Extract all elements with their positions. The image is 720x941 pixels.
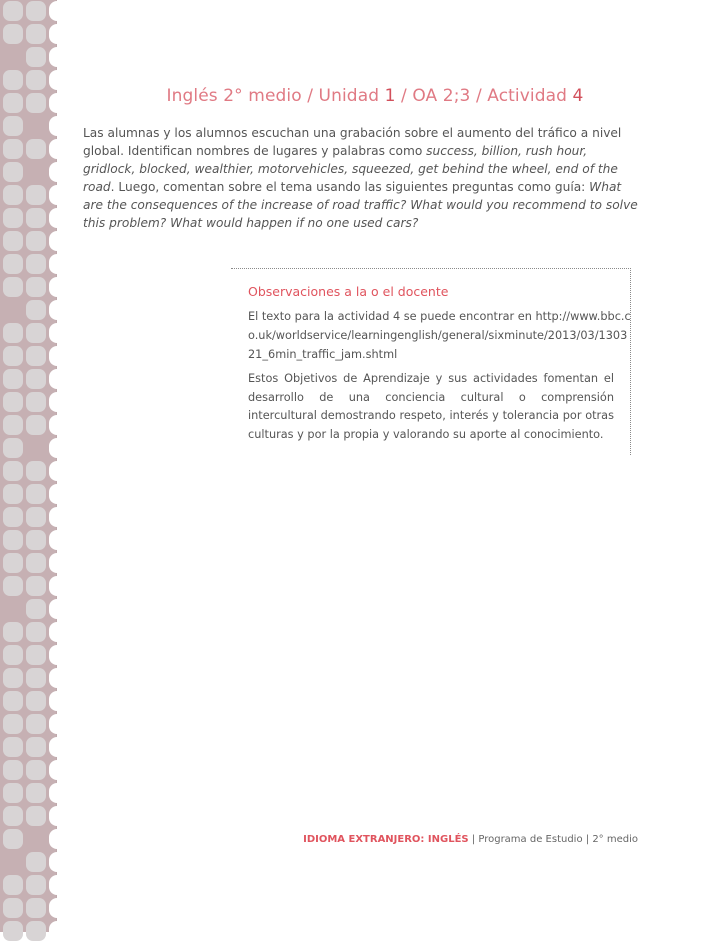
footer-grade: 2° medio — [592, 834, 638, 845]
title-middle: / OA 2;3 / Actividad — [395, 86, 573, 106]
page-footer — [303, 834, 638, 845]
intro-text-continued: . Luego, comentan sobre el tema usando las siguientes preguntas como guía: — [110, 180, 590, 194]
footer-subject: IDIOMA EXTRANJERO: INGLÉS — [303, 834, 469, 845]
page-title — [0, 86, 720, 106]
teacher-notes-heading: Observaciones a la o el docente — [248, 284, 449, 299]
title-prefix: Inglés 2° medio / Unidad — [166, 86, 385, 106]
teacher-notes-source: El texto para la actividad 4 se puede encontrar en http://www.bbc.co.uk/worldservice/learningenglish/general/sixminute/2013/03/130321_6min_traffic_jam.shtml — [248, 310, 631, 361]
decorative-left-border — [0, 0, 57, 932]
footer-separator: | — [582, 834, 593, 845]
teacher-notes-objectives: Estos Objetivos de Aprendizaje y sus actividades fomentan el desarrollo de una conciencia cultural o comprensión intercultural demostrando respeto, interés y tolerancia por otras culturas y por la propia y valorando su aporte al conocimiento. — [248, 372, 614, 441]
title-activity-number: 4 — [572, 86, 584, 106]
footer-program: Programa de Estudio — [478, 834, 583, 845]
vocabulary-list: success, billion, rush hour, gridlock, blocked, wealthier, motorvehicles, squeezed, get behind the wheel, end of the road — [83, 144, 618, 194]
intro-text: Las alumnas y los alumnos escuchan una grabación sobre el aumento del tráfico a nivel global. Identifican nombres de lugares y palabras como — [83, 126, 622, 158]
title-unit-number: 1 — [384, 86, 396, 106]
guide-questions: What are the consequences of the increase of road traffic? What would you recommend to solve this problem? What would happen if no one used cars? — [83, 180, 638, 230]
footer-separator: | — [468, 834, 479, 845]
activity-description — [83, 124, 643, 232]
